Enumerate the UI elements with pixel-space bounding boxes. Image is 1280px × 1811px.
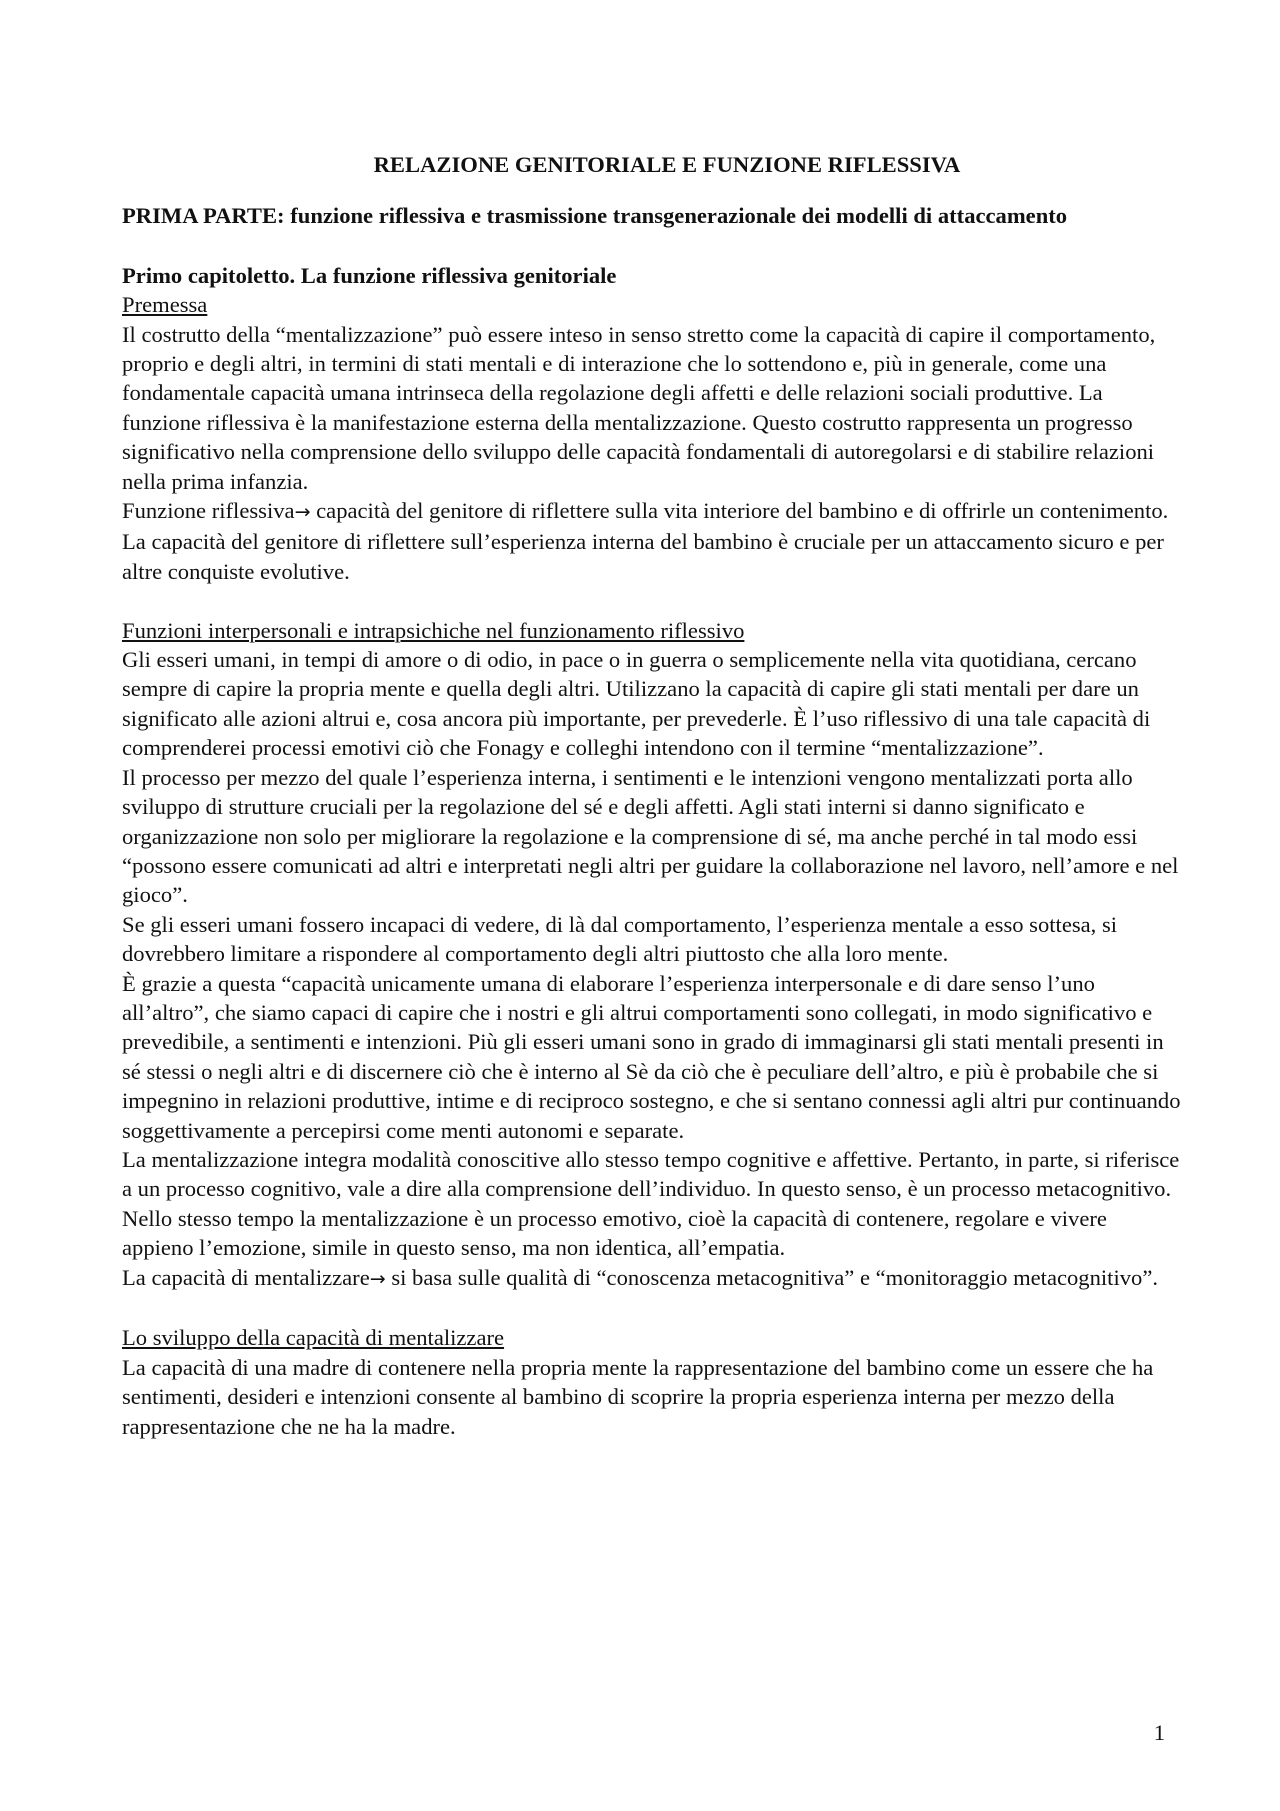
section-funzioni-interpersonali: [122, 616, 1182, 1294]
definition-text: capacità del genitore di riflettere sulla vita interiore del bambino e di offrirle un contenimento.: [316, 498, 1169, 524]
paragraph: È grazie a questa “capacità unicamente umana di elaborare l’esperienza interpersonale e di dare senso l’uno all’altro”, che siamo capaci di capire che i nostri e gli altrui comportamenti sono collegati, in modo significativo e prevedibile, a sentimenti e intenzioni. Più gli esseri umani sono in grado di immaginarsi gli stati mentali presenti in sé stessi o negli altri e di discernere ciò che è interno al Sè da ciò che è peculiare dell’altro, e più è probabile che si impegnino in relazioni produttive, intime e di reciproco sostegno, e che si sentano connessi agli altri pur continuando soggettivamente a percepirsi come menti autonomi e separate.: [122, 970, 1181, 1143]
definition-text: si basa sulle qualità di “conoscenza metacognitiva” e “monitoraggio metacognitivo”.: [391, 1264, 1158, 1290]
paragraph: Il processo per mezzo del quale l’esperienza interna, i sentimenti e le intenzioni vengono mentalizzati porta allo sviluppo di strutture cruciali per la regolazione del sé e degli affetti. Agli stati interni si danno significato e organizzazione non solo per migliorare la regolazione e la comprensione di sé, ma anche perché in tal modo essi “possono essere comunicati ad altri e interpretati negli altri per guidare la collaborazione nel lavoro, nell’amore e nel gioco”.: [122, 764, 1179, 908]
definition-term: La capacità di mentalizzare: [122, 1264, 370, 1290]
part-heading: PRIMA PARTE: funzione riflessiva e trasmissione transgenerazionale dei modelli di attaccamento: [122, 203, 1068, 229]
document-title: RELAZIONE GENITORIALE E FUNZIONE RIFLESSIVA: [373, 152, 961, 177]
definition-term: Funzione riflessiva: [122, 498, 295, 524]
section-heading: Premessa: [122, 292, 208, 318]
paragraph: Nello stesso tempo la mentalizzazione è un processo emotivo, cioè la capacità di contenere, regolare e vivere appieno l’emozione, simile in questo senso, ma non identica, all’empatia.: [122, 1205, 1107, 1261]
paragraph: Il costrutto della “mentalizzazione” può essere inteso in senso stretto come la capacità di capire il comportamento, proprio e degli altri, in termini di stati mentali e di interazione che lo sottendono e, più in generale, come una fondamentale capacità umana intrinseca della regolazione degli affetti e delle relazioni sociali produttive. La funzione riflessiva è la manifestazione esterna della mentalizzazione. Questo costrutto rappresenta un progresso significativo nella comprensione dello sviluppo delle capacità fondamentali di autoregolarsi e di stabilire relazioni nella prima infanzia.: [122, 321, 1156, 494]
paragraph: Se gli esseri umani fossero incapaci di vedere, di là dal comportamento, l’esperienza mentale a esso sottesa, si dovrebbero limitare a rispondere al comportamento degli altri piuttosto che alla loro mente.: [122, 911, 1118, 967]
chapter-heading: Primo capitoletto. La funzione riflessiva genitoriale: [122, 262, 617, 288]
paragraph: La capacità di una madre di contenere nella propria mente la rappresentazione del bambino come un essere che ha sentimenti, desideri e intenzioni consente al bambino di scoprire la propria esperienza interna per mezzo della rappresentazione che ne ha la madre.: [122, 1354, 1154, 1439]
arrow-right-icon: →: [294, 501, 311, 524]
paragraph: La mentalizzazione integra modalità conoscitive allo stesso tempo cognitive e affettive. Pertanto, in parte, si riferisce a un processo cognitivo, vale a dire alla comprensione dell’individuo. In questo senso, è un processo metacognitivo.: [122, 1146, 1180, 1202]
paragraph: La capacità del genitore di riflettere sull’esperienza interna del bambino è cruciale per un attaccamento sicuro e per altre conquiste evolutive.: [122, 529, 1164, 584]
arrow-right-icon: →: [369, 1267, 386, 1290]
paragraph: Gli esseri umani, in tempi di amore o di odio, in pace o in guerra o semplicemente nella vita quotidiana, cercano sempre di capire la propria mente e quella degli altri. Utilizzano la capacità di capire gli stati mentali per dare un significato alle azioni altrui e, cosa ancora più importante, per prevederle. È l’uso riflessivo di una tale capacità di comprenderei processi emotivi ciò che Fonagy e colleghi intendono con il termine “mentalizzazione”.: [122, 647, 1151, 761]
definition-paragraph: [122, 496, 1182, 527]
definition-paragraph: [122, 1263, 1182, 1294]
section-heading: Funzioni interpersonali e intrapsichiche nel funzionamento riflessivo: [122, 617, 745, 643]
document-page: [122, 150, 1182, 1470]
page-number: 1: [1153, 1720, 1165, 1745]
section-premessa: [122, 290, 1182, 586]
section-sviluppo-capacita: [122, 1323, 1182, 1441]
section-heading: Lo sviluppo della capacità di mentalizzare: [122, 1325, 505, 1351]
